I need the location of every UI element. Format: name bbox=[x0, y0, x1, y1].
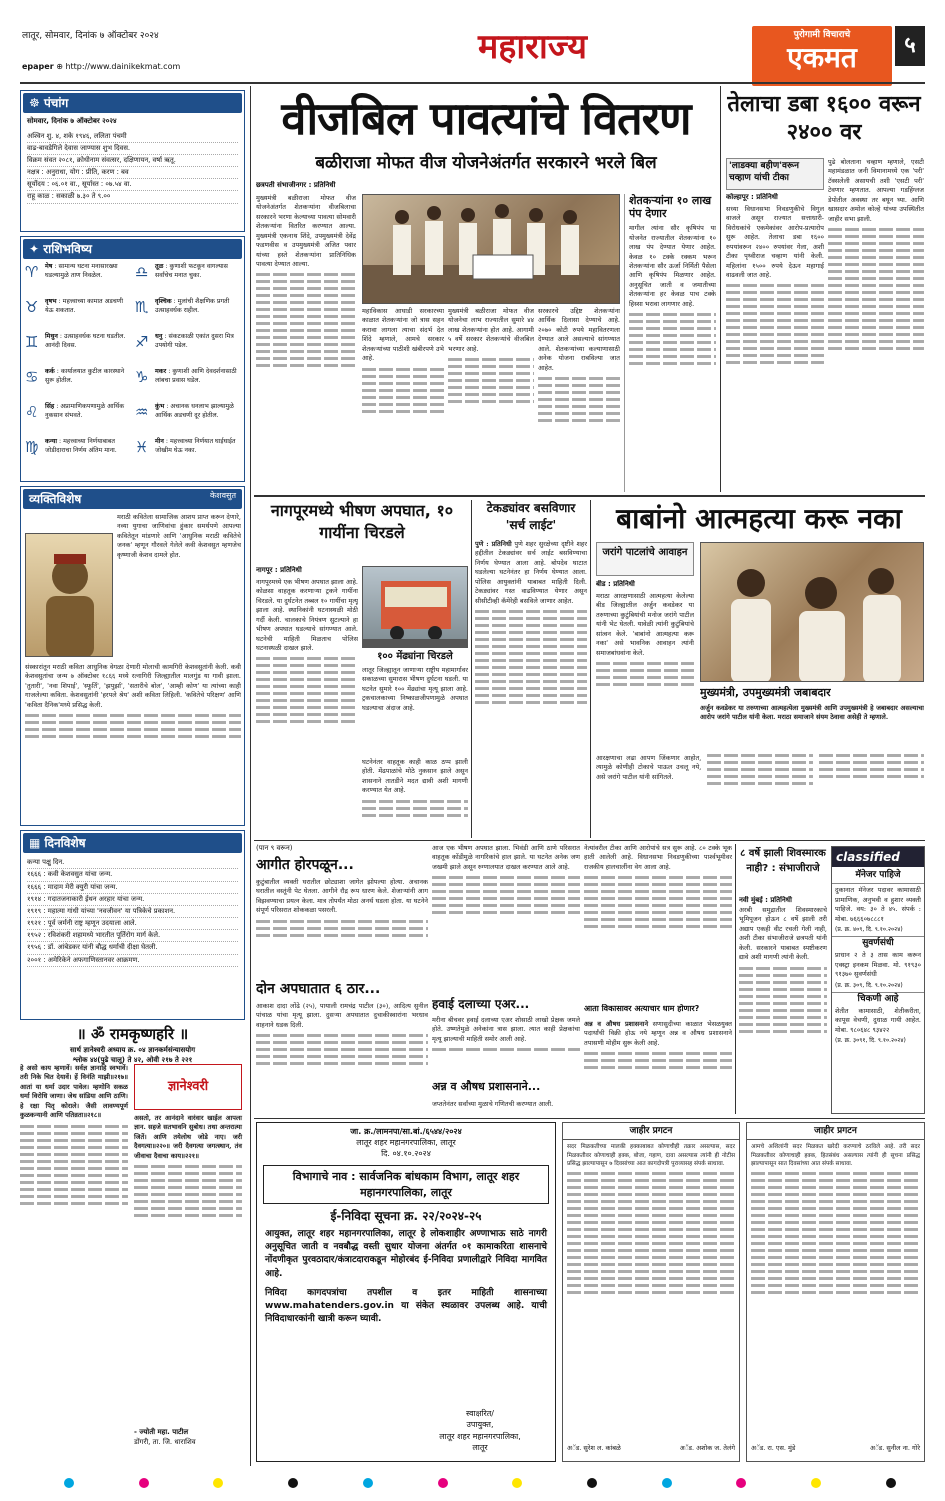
haway-headline: हवाई दलाच्या एअर... bbox=[432, 997, 530, 1011]
tender-ref: जा. क्र./लामनपा/सा.बां./६५४४/२०२४ bbox=[350, 1127, 462, 1136]
oil-headline-wrap bbox=[724, 90, 924, 152]
classified-sub1: सुवर्णसंधी bbox=[832, 936, 924, 949]
rashi-text: धनु : संकटकाळी एकांत दुसरा मित्र उपयोगी पडेल. bbox=[155, 333, 234, 349]
tender-sign1: स्वाक्षरित/ bbox=[466, 1409, 494, 1419]
aag-headline: आगीत होरपळून... bbox=[256, 857, 354, 873]
tender-dept: विभागाचे नाव : सार्वजनिक बांधकाम विभाग, लातूर शहर महानगरपालिका, लातूर bbox=[263, 1165, 549, 1204]
classified-ad3-ref: (प्र. क्र. ३०९१, दि. ९.१०.२०२४) bbox=[835, 1037, 906, 1045]
tender-signature bbox=[415, 1408, 545, 1453]
nagpur-text: नागपूरमध्ये एक भीषण अपघात झाला आहे. कोळसा वाहतूक करणाऱ्या ट्रकने गायींना चिरडले. या दुर्घटनेत तब्बल १० गायींचा मृत्यू झाला आहे. स्थानिकांनी घटनास्थळी मोठी गर्दी केली. चालकाचे नियंत्रण सुटल्याने हा भीषण अपघात घडल्याचे सांगण्यात आले. घटनेची माहिती मिळताच पोलिस घटनास्थळी दाखल झाले. bbox=[256, 578, 358, 652]
yellow-swatch bbox=[213, 1478, 223, 1488]
haway-text2: मरीना बीचवर हवाई दलाच्या एअर शोसाठी लाखो प्रेक्षक जमले होते. उष्णतेमुळे अनेकांना त्रास झाला. त्यात काही प्रेक्षकांचा मृत्यू झाल्याची माहिती समोर आली आहे. bbox=[432, 1016, 580, 1043]
lead-subhead: बळीराजा मोफत वीज योजनेअंतर्गत सरकारने भरले बिल bbox=[315, 153, 657, 173]
rashi-item bbox=[135, 298, 241, 332]
babano-col1 bbox=[596, 592, 694, 750]
column-rule bbox=[471, 500, 472, 838]
lead-photo-illustration bbox=[363, 195, 620, 304]
tender-body: आयुक्त, लातूर शहर महानगरपालिका, लातूर हे लोकशाहीर अण्णाभाऊ साठे नागरी अनुसूचित जाती व नवबौद्ध वस्ती सुधार योजना अंतर्गत ०१ कामाकरिता शासनाचे नोंदणीकृत पुरवठादार/कंत्राटदाराकडून मोहोरबंद ई-निविदा प्रणालीद्वारे निविदा मागवित आहे. bbox=[265, 1229, 547, 1279]
section-title: महाराज्य bbox=[477, 27, 588, 67]
ramkrishna-title: ॥ ॐ रामकृष्णहरि ॥ bbox=[76, 1025, 189, 1043]
rashi-item bbox=[135, 333, 241, 367]
sambhaji-dateline: नवी मुंबई : प्रतिनिधी bbox=[739, 896, 792, 904]
page-number: ५ bbox=[895, 26, 925, 66]
magenta-swatch bbox=[139, 1478, 149, 1488]
babano-headline-wrap bbox=[594, 500, 924, 538]
rashi-item bbox=[135, 263, 241, 297]
rashi-text: मीन : महत्त्वाच्या निर्णयात घाईघाईत जोखीम घेऊ नका. bbox=[155, 438, 236, 454]
cyan-swatch bbox=[363, 1478, 373, 1488]
babano-box-headline: जरांगे पाटलांचे आवाहन bbox=[602, 547, 688, 558]
black-swatch bbox=[587, 1478, 597, 1488]
ramkrishna-credit2: डोंगरी, ता. जि. धाराशिव bbox=[134, 1438, 196, 1446]
rashi-sign: मिथुन bbox=[45, 333, 58, 340]
keshavsut-portrait bbox=[25, 533, 113, 657]
scorpio-icon: ♏ bbox=[135, 298, 149, 316]
rashi-text: मेष : सामान्य घटना मनासारख्या घडल्यामुळे ताण निवळेल. bbox=[45, 263, 118, 279]
pump-box bbox=[624, 194, 716, 492]
panchang-line: विक्रम संवत २०८१, क्रोधीनाम संवत्सर, दक्षिणायन, वर्षा ऋतू. bbox=[27, 155, 238, 167]
libra-icon: ♎ bbox=[135, 263, 149, 281]
rashi-text: कन्या : महत्त्वाच्या निर्णयाबाबत जोडीदाराचा निर्णय अंतिम माना. bbox=[45, 438, 117, 454]
babano-photo bbox=[700, 542, 924, 682]
rashi-text: सिंह : अप्रामाणिकपणामुळे आर्थिक नुकसान संभवते. bbox=[45, 403, 125, 419]
panchang-header bbox=[23, 93, 242, 113]
registration-strip bbox=[60, 1478, 900, 1492]
rashi-text: कर्क : कार्यालयात कुटील कारस्थाने सुरू होतील. bbox=[45, 368, 125, 384]
magenta-swatch bbox=[736, 1478, 746, 1488]
tender-ref3: दि. ०४.१०.२०२४ bbox=[381, 1148, 431, 1158]
lead-col2 bbox=[362, 307, 444, 492]
rashi-sign: धनु bbox=[155, 333, 163, 340]
lead-col3 bbox=[448, 307, 534, 492]
rashi-header bbox=[23, 239, 242, 259]
brand-box bbox=[752, 26, 892, 86]
lead-headline-wrap bbox=[256, 88, 716, 150]
lead-photo bbox=[362, 194, 620, 304]
dinvishesh-title: दिनविशेष bbox=[44, 836, 86, 850]
black-swatch bbox=[886, 1478, 896, 1488]
black-swatch bbox=[288, 1478, 298, 1488]
panchang-line: नक्षत्र : अनुराधा, योग : प्रीति, करण : बव bbox=[27, 167, 238, 179]
column-rule bbox=[735, 844, 736, 1114]
rashi-icon: ✦ bbox=[29, 242, 40, 256]
dnyaneshwari-logo bbox=[134, 1064, 242, 1110]
brand-tagline: पुरोगामी विचाराचे bbox=[793, 30, 851, 40]
lead-col2-text: महाविकास आघाडी सरकारच्या काळात शेतकऱ्यांना जो त्रास सहन करावा लागला त्याचा संदर्भ देत शिंदे म्हणाले, आमचे सरकार शेतकऱ्यांच्या पाठीशी खंबीरपणे उभे आहे. bbox=[362, 307, 444, 363]
taurus-icon: ♉ bbox=[25, 298, 39, 316]
lead-dateline: छत्रपती संभाजीनगर : प्रतिनिधी bbox=[256, 181, 336, 189]
classified-ad1: दुकानात मॅनेजर पदावर कामासाठी प्रामाणिक, अनुभवी व हुशार व्यक्ती पाहिजे. वय: ३० ते ४५. संपर्क : मोबा. ७६६६०७८८८१ bbox=[835, 886, 921, 923]
lead-col1 bbox=[256, 194, 356, 492]
col5-text: नेत्यांवरील टीका आणि आरोपांचे सत्र सुरू आहे. ८० टक्के भूक हाती आलेली आहे. विधानसभा निवडणुकीच्या पार्श्वभूमीवर राजकीय हालचालींना वेग आला आहे. bbox=[584, 844, 732, 871]
rashi-sign: मकर bbox=[155, 368, 167, 375]
section-rule bbox=[254, 1118, 925, 1119]
vyakti-body bbox=[25, 663, 241, 823]
babano-col2 bbox=[596, 754, 924, 836]
search-headline: टेकड्यांवर बसविणार 'सर्च लाईट' bbox=[486, 501, 576, 532]
rashi-sign: मेष bbox=[45, 263, 53, 270]
classified-ad1-ref: (प्र. क्र. ४०९, दि. ९.१०.२०२४) bbox=[835, 926, 903, 934]
rashi-prediction: महत्त्वाच्या कामात अडचणी येऊ शकतात. bbox=[45, 298, 123, 314]
sagittarius-icon: ♐ bbox=[135, 333, 149, 351]
panchang-box bbox=[20, 90, 245, 232]
notice2-title: जाहीर प्रगटन bbox=[747, 1123, 924, 1140]
rashi-prediction: उत्साहवर्धक घटना घडतील. आनंदी दिवस. bbox=[45, 333, 126, 349]
vyakti-title: व्यक्तिविशेष bbox=[29, 492, 82, 506]
col5-body bbox=[584, 844, 732, 1002]
rashi-text: वृश्चिक : मुलांची शैक्षणिक प्रगती उत्साहवर्धक राहील. bbox=[155, 298, 230, 314]
tender-ref2: लातूर शहर महानगरपालिका, लातूर bbox=[356, 1137, 456, 1147]
rashi-text: वृषभ : महत्त्वाच्या कामात अडचणी येऊ शकतात. bbox=[45, 298, 123, 314]
rashi-prediction: कुणाशी आणि देवदर्शनासाठी लांबचा प्रवास घडेल. bbox=[155, 368, 237, 384]
rashi-prediction: कार्यालयात कुटील कारस्थाने सुरू होतील. bbox=[45, 368, 125, 384]
panchang-line: अश्विन शु. ४, शके १९४६, ललिता पंचमी bbox=[27, 131, 238, 143]
website-link[interactable]: http://www.dainikekmat.com bbox=[65, 62, 181, 71]
rashi-prediction: अचानक धनलाभ झाल्यामुळे आर्थिक अडचणी दूर होतील. bbox=[155, 403, 234, 419]
col5-text2: सणासुदीच्या काळात भेसळयुक्त पदार्थांची विक्री होऊ नये म्हणून अन्न व औषध प्रशासनाने तपासणी मोहीम सुरू केली आहे. bbox=[584, 1020, 732, 1047]
section-rule bbox=[254, 840, 925, 841]
classified-ad2: प्राधान २ ते ३ तास काम करून एक्स्ट्रा इनकम मिळवा. मो. ९१९३० ९१३७० सुवर्णसंधी bbox=[835, 951, 921, 979]
aag-body2 bbox=[256, 1002, 428, 1114]
nagpur-col1 bbox=[256, 578, 358, 836]
sambhaji-body bbox=[739, 906, 827, 1114]
rashi-sign: कर्क bbox=[45, 368, 55, 375]
rashi-sign: मीन bbox=[155, 438, 164, 445]
panchang-icon: ☸ bbox=[29, 96, 40, 110]
dinvishesh-item: कन्या पक्षु दिन. bbox=[27, 857, 238, 869]
dinvishesh-item: २००१ : अमेरिकेने अफगाणिस्तानवर आक्रमण. bbox=[27, 955, 238, 967]
rashi-item bbox=[25, 333, 131, 367]
search-text: पुणे शहर सुरक्षेच्या दृष्टीने शहर हद्दीतील टेकड्यांवर सर्च लाईट बसविण्याचा निर्णय घेण्यात आला आहे. बोपदेव घाटात घडलेल्या घटनेनंतर हा निर्णय घेण्यात आला. पोलिस आयुक्तांनी याबाबत माहिती दिली. टेकड्यांवर गस्त वाढविण्यात येणार असून सीसीटीव्ही कॅमेरेही बसविले जाणार आहेत. bbox=[475, 540, 587, 605]
aag-headline2: दोन अपघातात ६ ठार... bbox=[256, 981, 381, 997]
search-dateline: पुणे : प्रतिनिधी bbox=[475, 540, 512, 548]
rashi-item bbox=[25, 263, 131, 297]
oil-subhead-box bbox=[726, 158, 824, 190]
cancer-icon: ♋ bbox=[25, 368, 39, 386]
notice2-sign-left: अॅड. रा. एस. मुंडे bbox=[751, 1444, 796, 1453]
classified-brand: classified bbox=[832, 847, 924, 867]
gemini-icon: ♊ bbox=[25, 333, 39, 351]
rashi-title: राशिभविष्य bbox=[43, 242, 92, 256]
haway-text3: जप्ततेनंतर सर्वांच्या मुळाचे गणितची करण्यात आली. bbox=[432, 1100, 554, 1108]
rashi-right-col bbox=[135, 263, 241, 473]
tender-notice-no: ई-निविदा सूचना क्र. २२/२०२४-२५ bbox=[330, 1209, 482, 1224]
rashi-sign: वृषभ bbox=[45, 298, 57, 305]
classified-header: मॅनेजर पाहिजे bbox=[832, 867, 924, 884]
rashi-sign: कुंभ bbox=[155, 403, 165, 410]
rashi-prediction: महत्त्वाच्या निर्णयात घाईघाईत जोखीम घेऊ नका. bbox=[155, 438, 236, 454]
column-rule bbox=[720, 86, 721, 492]
babano-box bbox=[596, 542, 694, 576]
dinvishesh-item: १९५६ : डॉ. आंबेडकर यांनी बौद्ध धर्माची दीक्षा घेतली. bbox=[27, 942, 238, 954]
cyan-swatch bbox=[64, 1478, 74, 1488]
epaper-line bbox=[22, 62, 262, 74]
lead-col1-text: मुख्यमंत्री बळीराजा मोफत वीज योजनेअंतर्गत शेतकऱ्यांना वीजबिलाचा सरकारने भरणा केल्याच्या पावत्या सोमवारी शेतकऱ्यांना वितरित करण्यात आल्या. मुख्यमंत्री एकनाथ शिंदे, उपमुख्यमंत्री देवेंद्र फडणवीस व उपमुख्यमंत्री अजित पवार यांच्या हस्ते शेतकऱ्यांना प्रातिनिधिक पावत्या देण्यात आल्या. bbox=[256, 194, 356, 268]
tender-sign2: उपायुक्त, bbox=[466, 1420, 494, 1430]
lead-headline: वीजबिल पावत्यांचे वितरण bbox=[281, 92, 691, 145]
col5-body2 bbox=[584, 1020, 732, 1114]
yellow-swatch bbox=[811, 1478, 821, 1488]
classified-ad3: शेतीत कामासाठी, शेतीकरीता, कापूस वेचणी, दुधाळ गायी आहेत. मोबा. ९८०६४८ ९३४२२ bbox=[835, 1006, 921, 1034]
rashi-sign: कन्या bbox=[45, 438, 57, 445]
rashi-prediction: कुणाशी फटकून वागल्यास सर्वांचेच मनात चुका. bbox=[155, 263, 228, 279]
notice1-title: जाहीर प्रगटन bbox=[563, 1123, 739, 1140]
capricorn-icon: ♑ bbox=[135, 368, 149, 386]
rashi-prediction: मुलांची शैक्षणिक प्रगती उत्साहवर्धक राहील. bbox=[155, 298, 230, 314]
rashi-prediction: संकटकाळी एकांत दुसरा मित्र उपयोगी पडेल. bbox=[155, 333, 234, 349]
tender-notice bbox=[256, 1122, 556, 1462]
nagpur-photo-caption: १०० मेंढ्यांना चिरडले bbox=[377, 651, 453, 662]
dinvishesh-item: १९१९ : महात्मा गांधी यांच्या 'नवजीवन' या पत्रिकेचे प्रकाशन. bbox=[27, 906, 238, 918]
rashi-text: मिथुन : उत्साहवर्धक घटना घडतील. आनंदी दिवस. bbox=[45, 333, 126, 349]
notice1-sign-right: अॅड. अशोक ज. तेलंगे bbox=[679, 1444, 735, 1453]
public-notice-1 bbox=[562, 1122, 740, 1462]
notice2-text: आमचे अशिलांनी सदर मिळकत खरेदी करण्याचे ठरविले आहे. तरी सदर मिळकतीवर कोणाचाही हक्क, हितसंबंध असल्यास त्यांनी ही सूचना प्रसिद्ध झाल्यापासून सात दिवसांच्या आत संपर्क साधावा. bbox=[751, 1144, 920, 1167]
rashi-item bbox=[25, 403, 131, 437]
nagpur-col2 bbox=[362, 758, 468, 836]
leo-icon: ♌ bbox=[25, 403, 39, 421]
ramkrishna-credit: - ज्योती महा. पाटील bbox=[134, 1428, 189, 1436]
nagpur-photo bbox=[362, 566, 468, 648]
globe-icon: ⊕ bbox=[56, 62, 63, 71]
dinvishesh-item: १६६६ : कवी केशवसुत यांचा जन्म. bbox=[27, 869, 238, 881]
brand-logo: एकमत bbox=[787, 41, 857, 75]
notice2-sign-right: अॅड. सुनील ना. गोरे bbox=[869, 1444, 920, 1453]
ramkrishna-subtitle: सार्थ ज्ञानेश्वरी अध्याय क्र. ०४ ज्ञानकर्मसंन्यासयोग bbox=[69, 1046, 196, 1055]
classified-box bbox=[831, 846, 925, 1114]
pump-headline: शेतकऱ्यांना १० लाख पंप देणार bbox=[629, 194, 712, 221]
rashi-item bbox=[25, 368, 131, 402]
section-rule bbox=[254, 495, 925, 497]
oil-col1 bbox=[726, 205, 824, 492]
truck-illustration bbox=[363, 567, 468, 648]
tender-sign3: लातूर शहर महानगरपालिका, bbox=[439, 1431, 521, 1441]
babano-caption-text: अर्जुन कवडेकर या तरुणाच्या आत्महत्येला मुख्यमंत्री आणि उपमुख्यमंत्री हे जबाबदार असल्याचा आरोप जरांगे पाटील यांनी केला. मराठा समाजाने संयम ठेवावा असेही ते म्हणाले. bbox=[700, 704, 924, 722]
haway-headline2: अन्न व औषध प्रशासनाने... bbox=[432, 1080, 541, 1093]
rashi-item bbox=[135, 368, 241, 402]
babano-headline: बाबांनो आत्महत्या करू नका bbox=[616, 502, 902, 535]
ovi-right: असतो, तर आनंदाने वारंवार खाईल आपला ज्ञान. सहजे सतभावनि सुबोध। तथा अन्तरात्मा जितें। आणि तयेलोथ जोडे नाए। जरी दैवगत्या॥२२०॥ जरी दैवगत्या जगत्स्थान, तंव जीवाचा दैवाचा काय॥२२१॥ bbox=[134, 1114, 242, 1160]
tender-footer: निविदा कागदपत्रांचा तपशील व इतर माहिती शासनाच्या www.mahatenders.gov.in या संकेत स्थळावर उपलब्ध आहे. याची निविदाधारकांनी खात्री करून घ्यावी. bbox=[265, 1287, 547, 1324]
panchang-line: सूर्योदय : ०६.०१ वा., सूर्यास्त : ०७.५४ वा. bbox=[27, 179, 238, 191]
ovi-left: हे असो काय म्हणावें। सर्वज्ञ ज्ञानाहि स्वभावें। तरी निके चित देयावें। हें विनंति माझी॥२१७॥ आतां या धर्मा उदार पावेल। म्हणोनि सकळ धर्मा विरोधि जाणा। जेथ सांडिया आणि ठाणि। हे रक्षा पितृ कोराले। जैसी लावण्यपूर्ण कुळकन्यानी आणि पतिव्रता॥२१८॥ bbox=[20, 1064, 128, 1120]
vyakti-header bbox=[23, 489, 242, 509]
aag-text: कुटुंबातील व्यक्ती घरातील छोट्याशा जागेत झोपल्या होत्या. अचानक घरातील वस्तूंनी पेट घेतला. आगीने रौद्र रूप धारण केले. शेजाऱ्यांनी आग विझवण्याचा प्रयत्न केला. मात्र तोपर्यंत मोठा अनर्थ घडला होता. या घटनेने संपूर्ण परिसरात शोककळा पसरली. bbox=[256, 878, 428, 915]
portrait-illustration bbox=[26, 534, 113, 657]
haway-body2 bbox=[432, 1016, 580, 1078]
pump-text-body: मागील त्यांना सौर कृषिपंप या योजनेत राज्यातील शेतकऱ्यांना १० लाख पंप देण्यात येणार आहेत. केवळ १० टक्के रक्कम भरून शेतकऱ्यांना सौर ऊर्जा निर्मिती पैसेला आणि कृषिपंप मिळणार आहेत. अनुसूचित जाती व जमातीच्या शेतकऱ्यांना हर केवळ पाच टक्के हिस्सा भरावा लागणार आहे. bbox=[629, 224, 716, 308]
aag-text2: आकाश दादा लोंढे (२५), पायाली रामचंद्र पाटील (३०), आदित्य सुनील पांचाळ यांचा मृत्यू झाला. दुसऱ्या अपघातात दुचाकीस्वारांना भरधाव वाहनाने धडक दिली. bbox=[256, 1002, 428, 1029]
rashi-prediction: सामान्य घटना मनासारख्या घडल्यामुळे ताण निवळेल. bbox=[45, 263, 118, 279]
column-rule bbox=[250, 86, 251, 1466]
panchang-list bbox=[21, 129, 244, 206]
rashi-item bbox=[135, 438, 241, 472]
cyan-swatch bbox=[662, 1478, 672, 1488]
oil-col2 bbox=[828, 158, 924, 492]
rashi-prediction: अप्रामाणिकपणामुळे आर्थिक नुकसान संभवते. bbox=[45, 403, 125, 419]
sambhaji-headline-wrap bbox=[739, 846, 827, 894]
ramkrishna-verse-ref: श्लोक ४४(पुढे चालू) ते ४२, ओवी २१७ ते २२१ bbox=[72, 1055, 193, 1064]
nagpur-dateline: नागपूर : प्रतिनिधी bbox=[256, 566, 302, 574]
rashi-sign: सिंह bbox=[45, 403, 55, 410]
babano-photo-caption: मुख्यमंत्री, उपमुख्यमंत्री जबाबदार bbox=[700, 686, 831, 699]
classified-ad2-ref: (प्र. क्र. ३०९, दि. ९.१०.२०२४) bbox=[835, 981, 903, 989]
haway-body bbox=[432, 844, 580, 994]
magenta-swatch bbox=[438, 1478, 448, 1488]
search-headline-wrap bbox=[475, 500, 587, 538]
lead-col4-text: सरकारचे उद्दिष्ट शेतकऱ्यांना आर्थिक दिलासा देण्याचे आहे. २०७० कोटी रुपये महावितरणला देण्यात आले असल्याचे सांगण्यात आले. शेतकऱ्यांच्या कल्याणासाठी अनेक योजना राबविल्या जात आहेत. bbox=[538, 307, 620, 372]
column-rule bbox=[590, 500, 591, 838]
pump-text bbox=[629, 224, 716, 365]
epaper-label: epaper bbox=[22, 62, 54, 71]
notice1-sign-left: अॅड. सुरेश ल. कांबळे bbox=[567, 1444, 621, 1453]
oil-text: सध्या विधानसभा निवडणुकीचे विगुल वाजले असून राज्यात सत्ताधारी-विरोधकांचे एकमेकांवर आरोप-प्रत्यारोप सुरू आहेत. तेलाचा डबा १६०० रुपयांवरून २४०० रुपयांवर गेला, अशी टीका पृथ्वीराज चव्हाण यांनी केली. महिलांना १५०० रुपये देऊन महागाई वाढवली जात आहे. bbox=[726, 205, 824, 279]
dinvishesh-item: १६६६ : मादाम मेरी क्युरी यांचा जन्म. bbox=[27, 882, 238, 894]
aag-body bbox=[256, 878, 428, 978]
babano-dateline: बीड : प्रतिनिधी bbox=[596, 580, 635, 588]
oil-right-text: पुढे बोलताना चव्हाण म्हणाले, एसटी महामंडळात जनी विमानामध्ये एक 'परी' टॅक्सलेली असायची तशी 'एसटी परी' टेवणार म्हणतात. आपल्या गडहिंग्लज डेपोतील अवस्था तर बघून घ्या. आणि खासदार अमोल कोल्हे यांच्या उपस्थितीत जाहीर सभा झाली. bbox=[828, 158, 924, 223]
oil-dateline: कोल्हापूर : प्रतिनिधी bbox=[726, 193, 778, 201]
ramkrishna-right-text bbox=[134, 1114, 242, 1424]
rashi-text: तूळ : कुणाशी फटकून वागल्यास सर्वांचेच मनात चुका. bbox=[155, 263, 228, 279]
search-body bbox=[475, 540, 587, 836]
babano-text2: आरक्षणाचा लढा आपण जिंकणार आहोत, त्यामुळे कोणीही टोकाचे पाऊल उचलू नये, असे जरांगे पाटील यांनी सांगितले. bbox=[596, 754, 702, 781]
aquarius-icon: ♒ bbox=[135, 403, 149, 421]
oil-headline: तेलाचा डबा १६०० वरून २४०० वर bbox=[727, 91, 921, 145]
masthead-rule bbox=[20, 82, 925, 84]
aries-icon: ♈ bbox=[25, 263, 39, 281]
lead-col3-text: मुख्यमंत्री बळीराजा मोफत वीज योजनेचा लाभ राज्यातील सुमारे ४४ लाख शेतकऱ्यांना होत आहे. आगामी ५ वर्षे सरकार शेतकऱ्यांचे वीजबिल भरणार आहे. bbox=[448, 307, 534, 353]
vyakti-intro: मराठी कवितेला सामाजिक आशय प्राप्त करून देणारे, नव्या युगाचा जाणिवांचा हुंकार समर्थपणे आपल्या कवितेतून मांडणारे आणि 'आधुनिक मराठी कवितेचे जनक' म्हणून गौरवले गेलेले कवी केशवसुत म्हणजेच कृष्णाजी केशव दामले होत. bbox=[117, 513, 241, 559]
nagpur-headline: नागपूरमध्ये भीषण अपघात, १० गायींना चिरडले bbox=[270, 501, 454, 542]
virgo-icon: ♍ bbox=[25, 438, 39, 456]
dinvishesh-header bbox=[23, 833, 242, 853]
rashi-box bbox=[20, 236, 245, 482]
dinvishesh-item: १९२१ : पूर्व जर्मनी राष्ट्र म्हणून उदयाला आले. bbox=[27, 918, 238, 930]
nagpur-photo-text: लातूर जिल्ह्यातून जाणाऱ्या राष्ट्रीय महामार्गावर सकाळच्या सुमारास भीषण दुर्घटना घडली. या घटनेत सुमारे १०० मेंढ्यांचा मृत्यू झाला आहे. ट्रकचालकाच्या निष्काळजीपणामुळे अपघात घडल्याचा अंदाज आहे. bbox=[362, 666, 468, 712]
notice1-text: सदर मिळकतीच्या मालकी हक्काबाबत कोणाचीही तक्रार असल्यास, सदर मिळकतीवर कोणाचाही हक्क, बोजा, गहाण, दावा असल्यास त्यांनी ही नोटीस प्रसिद्ध झाल्यापासून ७ दिवसांच्या आत कागदोपत्री पुराव्यासह संपर्क साधावा. bbox=[567, 1144, 735, 1167]
calendar-icon: ▦ bbox=[29, 836, 41, 850]
rashi-item bbox=[135, 403, 241, 437]
lead-subhead-wrap bbox=[256, 150, 716, 176]
rashi-text: मकर : कुणाशी आणि देवदर्शनासाठी लांबचा प्रवास घडेल. bbox=[155, 368, 237, 384]
haway-text: आज एक भीषण अपघात झाला. भिवंडी आणि ठाणे परिसरात वाहतूक कोंडीमुळे नागरिकांचे हाल झाले. या घटनेत अनेक जण जखमी झाले असून रुग्णालयात दाखल करण्यात आले आहे. bbox=[432, 844, 580, 871]
ramkrishna-left-text bbox=[20, 1064, 128, 1454]
dateline: लातूर, सोमवार, दिनांक ७ ऑक्टोबर २०२४ bbox=[22, 31, 159, 41]
panchang-date: सोमवार, दिनांक ७ ऑक्टोबर २०२४ bbox=[27, 117, 117, 126]
oil-subhead: 'लाडक्या बहीण'वरून चव्हाण यांची टीका bbox=[729, 161, 800, 183]
notice2-body bbox=[747, 1140, 924, 1301]
panchang-title: पंचांग bbox=[43, 96, 69, 110]
section-logo bbox=[435, 22, 630, 72]
nagpur-text2: घटनेनंतर वाहतूक काही काळ ठप्प झाली होती. मेंढपाळांचे मोठे नुकसान झाले असून शासनाने तातडीने मदत द्यावी अशी मागणी करण्यात येत आहे. bbox=[362, 758, 468, 795]
vyakti-box bbox=[20, 486, 245, 826]
rashi-left-col bbox=[25, 263, 131, 473]
classified-sub2: चिकणी आहे bbox=[832, 992, 924, 1005]
tender-sign4: लातूर bbox=[472, 1442, 488, 1452]
pisces-icon: ♓ bbox=[135, 438, 149, 456]
yellow-swatch bbox=[512, 1478, 522, 1488]
dnyaneshwari-box bbox=[20, 1024, 245, 1464]
panchang-line: वाढ-बावडेगिले देवास जाण्यास शुभ दिवस. bbox=[27, 143, 238, 155]
sambhaji-headline: ८ वर्षे झाली शिवस्मारक नाही? : संभाजीराजे bbox=[740, 848, 826, 874]
rashi-item bbox=[25, 438, 131, 472]
vyakti-name: केशवसुत bbox=[210, 491, 236, 500]
rashi-sign: वृश्चिक bbox=[155, 298, 172, 305]
public-notice-2 bbox=[746, 1122, 925, 1462]
dinvishesh-item: १९५२ : रविशंकरी शहामध्ये भारतीत पूर्तिरोग मार्ग केले. bbox=[27, 930, 238, 942]
rashi-text: कुंभ : अचानक धनलाभ झाल्यामुळे आर्थिक अडचणी दूर होतील. bbox=[155, 403, 234, 419]
dinvishesh-list bbox=[21, 855, 244, 969]
dinvishesh-box bbox=[20, 830, 245, 1020]
nagpur-headline-wrap bbox=[256, 500, 468, 564]
col5-headline2: अन्न व औषध प्रशासनाने bbox=[584, 1020, 649, 1028]
rashi-prediction: महत्त्वाच्या निर्णयाबाबत जोडीदाराचा निर्णय अंतिम माना. bbox=[45, 438, 117, 454]
meeting-illustration bbox=[701, 543, 924, 682]
dinvishesh-item: १९१४ : गदातजनाकारी ईथन अरहार यांचा जन्म. bbox=[27, 894, 238, 906]
rashi-sign: तूळ bbox=[155, 263, 164, 270]
panchang-line: राहू काळ : सकाळी ७.३० ते ९.०० bbox=[27, 191, 238, 203]
babano-text: मराठा आरक्षणासाठी आत्महत्या केलेल्या बीड जिल्ह्यातील अर्जुन कवडेकर या तरुणाच्या कुटुंबियांची मनोज जरांगे पाटील यांनी भेट घेतली. यावेळी त्यांनी कुटुंबियांचे सांत्वन केले. 'बाबांनो आत्महत्या करू नका' असे भावनिक आवाहन त्यांनी समाजबांधवांना केले. bbox=[596, 592, 694, 657]
vyakti-body-text: संस्कारांतून मराठी कविता आधुनिक वेगळा देणारी मोलाची कामगिरी केशवसुतांनी केली. कवी केशवसुतांचा जन्म ७ ऑक्टोबर १८६६ मध्ये रत्नागिरी जिल्ह्यातील मालगुंड या गावी झाला. 'तुतारी', 'नवा शिपाई', 'स्फूर्ति', 'झपुर्झा', 'सतारीचे बोल', 'आम्ही कोण' या त्यांच्या काही गाजलेल्या कविता. केशवसुतांनी 'हरपले श्रेय' अशी कविता लिहिली. 'कवितेचे परिक्षण' आणि 'कविता दैनिक'मध्ये प्रसिद्ध केली. bbox=[25, 663, 241, 709]
col5-headline: आता विकासावर अत्याचार धाम होणार? bbox=[584, 1004, 700, 1013]
notice1-body bbox=[563, 1140, 739, 1301]
logo-text: ज्ञानेश्वरी bbox=[167, 1079, 209, 1094]
rashi-item bbox=[25, 298, 131, 332]
aag-kicker: (पान ९ वरून) bbox=[256, 844, 293, 852]
lead-col4 bbox=[538, 307, 620, 492]
sambhaji-text: अरबी समुद्रातील शिवस्मारकाचे भूमिपूजन होऊन ८ वर्षे झाली तरी अद्याप एकही वीट रचली गेली नाही, अशी टीका संभाजीराजे छत्रपती यांनी केली. सरकारने याबाबत स्पष्टीकरण द्यावे अशी मागणी त्यांनी केली. bbox=[739, 906, 827, 962]
